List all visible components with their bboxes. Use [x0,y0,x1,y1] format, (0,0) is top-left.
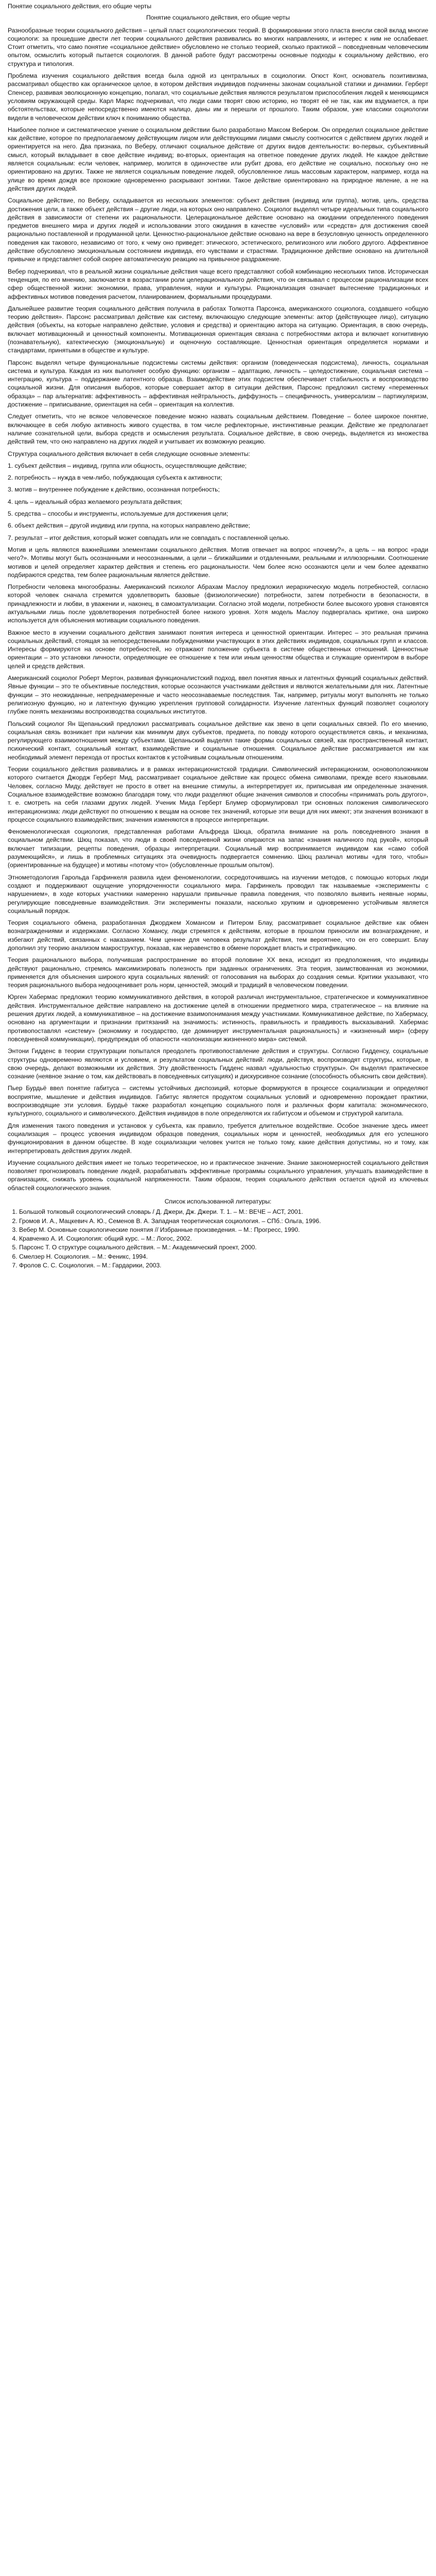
body-paragraph: 5. средства – способы и инструменты, используемые для достижения цели; [8,510,229,518]
body-paragraph: Важное место в изучении социального действия занимают понятия интереса и ценностной ориентации. Интерес – это реальная причина социальных действий, стоящая за непосредственными побуждениями участвующих в этих действиях индивидов, социальных групп и классов. Интересы формируются на основе потребностей, но отражают положение субъекта в системе общественных отношений. Ценностные ориентации – это установки личности, определяющие ее отношение к тем или иным ценностям общества и служащие ориентиром в выборе целей и средств действия. [8,629,428,670]
body-paragraph: 7. результат – итог действия, который может совпадать или не совпадать с поставленной целью. [8,534,290,541]
document-title: Понятие социального действия, его общие черты [146,14,290,22]
bibliography-item: 2. Громов И. А., Мацкевич А. Ю., Семенов В. А. Западная теоретическая социология. – СПб.: Ольга, 1996. [19,1217,428,1225]
body-paragraph: Теория рационального выбора, получившая распространение во второй половине XX века, исходит из предположения, что индивиды действуют рационально, стремясь максимизировать полезность при заданных ограничениях. Эта теория, заимствованная из экономики, применяется для объяснения широкого круга социальных явлений: от голосования на выборах до создания семьи. Критики указывают, что теория рационального выбора недооценивает роль норм, ценностей, эмоций и традиций в человеческом поведении. [8,956,428,989]
body-paragraph: Структура социального действия включает в себя следующие основные элементы: [8,450,250,457]
bibliography-title: Список использованной литературы: [164,1198,272,1205]
body-paragraph: Мотив и цель являются важнейшими элементами социального действия. Мотив отвечает на вопрос «почему?», а цель – на вопрос «ради чего?». Мотивы могут быть осознанными и неосознанными, а цели – ближайшими и отдаленными, реальными и иллюзорными. Соотношение мотивов и целей определяет характер действия и степень его рациональности. Чем более ясно осознаются цели и чем более адекватно подбираются средства, тем более рациональным является действие. [8,546,428,579]
bibliography-item: 3. Вебер М. Основные социологические понятия // Избранные произведения. – М.: Прогресс, 1990. [19,1226,428,1234]
body-paragraph: Вебер подчеркивал, что в реальной жизни социальные действия чаще всего представляют собой комбинацию нескольких типов. Историческая тенденция, по его мнению, заключается в возрастании роли целерационального действия, что он связывал с процессом рационализации всех сфер общественной жизни: экономики, права, управления, науки и культуры. Рационализация означает вытеснение традиционных и аффективных мотивов поведения расчетом, планированием, формальными процедурами. [8,267,428,300]
document-page [0,0,436,1275]
body-paragraph: Феноменологическая социология, представленная работами Альфреда Шюца, обратила внимание на роль повседневного знания в социальном действии. Шюц показал, что люди в своей повседневной жизни опираются на запас «знания наличного под рукой», который включает типизации, рецепты поведения, образцы интерпретации. Социальный мир воспринимается индивидом как «само собой разумеющийся», и лишь в проблемных ситуациях эта очевидность подвергается сомнению. Шюц различал мотивы «для того, чтобы» (ориентированные на будущее) и мотивы «потому что» (обусловленные прошлым опытом). [8,828,428,869]
body-paragraph: Польский социолог Ян Щепаньский предложил рассматривать социальное действие как звено в цепи социальных связей. По его мнению, социальная связь возникает при наличии как минимум двух субъектов, предмета, по поводу которого осуществляется связь, и механизма, регулирующего взаимоотношения между субъектами. Щепаньский выделял такие формы социальных связей, как пространственный контакт, психический контакт, социальный контакт, взаимодействие и социальные отношения. Социальное действие рассматривается им как необходимый элемент перехода от простых контактов к устойчивым социальным отношениям. [8,720,428,761]
body-paragraph: Этнометодология Гарольда Гарфинкеля развила идеи феноменологии, сосредоточившись на изучении методов, с помощью которых люди создают и поддерживают ощущение упорядоченности социального мира. Гарфинкель проводил так называемые «эксперименты с нарушением», в ходе которых участники намеренно нарушали привычные правила поведения, что позволяло выявить неявные нормы, регулирующие повседневные взаимодействия. Эти эксперименты показали, насколько хрупким и одновременно устойчивым является социальный порядок. [8,873,428,914]
document-body [8,26,428,1192]
body-paragraph: Следует отметить, что не всякое человеческое поведение можно назвать социальным действием. Поведение – более широкое понятие, включающее в себя любую активность живого существа, в том числе рефлекторные, инстинктивные реакции. Действие же предполагает наличие сознательной цели, выбора средств и осмысления результата. Социальное действие, в свою очередь, выделяется из множества действий тем, что оно направлено на других людей и учитывает их возможную реакцию. [8,413,428,446]
bibliography-item: 6. Смелзер Н. Социология. – М.: Феникс, 1994. [19,1252,428,1261]
body-paragraph: Дальнейшее развитие теория социального действия получила в работах Толкотта Парсонса, американского социолога, создавшего «общую теорию действия». Парсонс рассматривал действие как систему, включающую следующие элементы: актор (действующее лицо), ситуацию действия (объекты, на которые направлено действие, условия и средства) и ориентацию актора на ситуацию. Ориентация, в свою очередь, включает мотивационный и ценностный компоненты. Мотивационная ориентация связана с потребностями актора и включает когнитивную (познавательную), катектическую (эмоциональную) и оценочную составляющие. Ценностная ориентация определяется нормами и стандартами, принятыми в обществе и культуре. [8,304,428,354]
bibliography-item: 7. Фролов С. С. Социология. – М.: Гардарики, 2003. [19,1261,428,1269]
body-paragraph: Для изменения такого поведения и установок у субъекта, как правило, требуется длительное воздействие. Особое значение здесь имеет социализация – процесс усвоения индивидом образцов поведения, социальных норм и ценностей, необходимых для его успешного функционирования в данном обществе. В ходе социализации человек учится не только тому, какие действия допустимы, но и тому, как интерпретировать действия других людей. [8,1122,428,1155]
body-paragraph: Разнообразные теории социального действия – целый пласт социологических теорий. В формировании этого пласта внесли свой вклад многие социологи: за прошедшие двести лет теории социального действия развивались во многих направлениях, и интерес к ним не ослабевает. Стоит отметить, что само понятие «социальное действие» обусловлено не столько теорией, сколько практикой – повседневным человеческим опытом, осмыслить который пытается социология. В данной работе будут рассмотрены основные подходы к социальному действию, его структура и типология. [8,26,428,67]
body-paragraph: 3. мотив – внутреннее побуждение к действию, осознанная потребность; [8,486,220,494]
top-heading: Понятие социального действия, его общие черты [8,3,152,10]
bibliography-list [8,1208,428,1269]
body-paragraph: 4. цель – идеальный образ желаемого результата действия; [8,498,182,505]
body-paragraph: Социальное действие, по Веберу, складывается из нескольких элементов: субъект действия (индивид или группа), мотив, цель, средства достижения цели, а также объект действия – другие люди, на которых оно направлено. Социолог выделял четыре идеальных типа социального действия в зависимости от степени их рациональности. Целерациональное действие основано на ожидании определенного поведения предметов внешнего мира и других людей и использовании этого ожидания в качестве «условий» или «средств» для достижения своей рационально поставленной и продуманной цели. Ценностно-рациональное действие основано на вере в безусловную ценность определенного поведения как такового, независимо от того, к чему оно приведет: этического, эстетического, религиозного или любого другого. Аффективное действие обусловлено эмоциональным состоянием индивида, его чувствами и страстями. Традиционное действие основано на длительной привычке и представляет собой скорее автоматическую реакцию на привычное раздражение. [8,197,428,263]
body-paragraph: Наиболее полное и систематическое учение о социальном действии было разработано Максом Вебером. Он определил социальное действие как действие, которое по предполагаемому действующим лицом или действующими лицами смыслу соотносится с действием других людей и ориентируется на него. Два признака, по Веберу, отличают социальное действие от других видов деятельности: во-первых, субъективный смысл, который вкладывает в свое действие индивид; во-вторых, ориентация на ответное поведение других людей. Не каждое действие является социальным: если человек, например, молится в одиночестве или рубит дрова, его действие не социально, поскольку оно не ориентировано на других. Также не является социальным поведение людей, обусловленное лишь массовым характером, например, когда на улице во время дождя все прохожие одновременно раскрывают зонтики. Такое действие ориентировано на природное явление, а не на действия других людей. [8,126,428,192]
body-paragraph: 2. потребность – нужда в чем-либо, побуждающая субъекта к активности; [8,474,222,482]
bibliography-item: 5. Парсонс Т. О структуре социального действия. – М.: Академический проект, 2000. [19,1243,428,1251]
body-paragraph: Изучение социального действия имеет не только теоретическое, но и практическое значение. Знание закономерностей социального действия позволяет прогнозировать поведение людей, разрабатывать эффективные программы социального управления, улучшать взаимодействие в организациях, снижать уровень социальной напряженности. Таким образом, теория социального действия остается одной из ключевых областей социологического знания. [8,1159,428,1192]
body-paragraph: 1. субъект действия – индивид, группа или общность, осуществляющие действие; [8,462,247,469]
body-paragraph: Проблема изучения социального действия всегда была одной из центральных в социологии. Огюст Конт, основатель позитивизма, рассматривал общество как органическое целое, в котором действия индивидов подчинены законам социальной статики и динамики. Герберт Спенсер, развивая эволюционную концепцию, полагал, что социальные действия являются результатом приспособления людей к меняющимся условиям окружающей среды. Карл Маркс подчеркивал, что люди сами творят свою историю, но творят её не так, как им вздумается, а при обстоятельствах, которые непосредственно имеются налицо, даны им и перешли от прошлого. Таким образом, уже классики социологии видели в человеческом действии ключ к пониманию общества. [8,72,428,122]
body-paragraph: 6. объект действия – другой индивид или группа, на которых направлено действие; [8,522,250,530]
body-paragraph: Теории социального действия развивались и в рамках интеракционистской традиции. Символический интеракционизм, основоположником которого считается Джордж Герберт Мид, рассматривает социальное действие как процесс обмена символами, прежде всего языковыми. Человек, согласно Миду, действует не просто в ответ на внешние стимулы, а интерпретирует их, приписывая им определенные значения. Социальное взаимодействие возможно благодаря тому, что люди разделяют общие значения символов и способны «принимать роль другого», т. е. смотреть на себя глазами других людей. Ученик Мида Герберт Блумер сформулировал три основных положения символического интеракционизма: люди действуют по отношению к вещам на основе тех значений, которые эти вещи для них имеют; эти значения возникают в процессе социального взаимодействия; значения изменяются в процессе интерпретации. [8,766,428,823]
body-paragraph: Теория социального обмена, разработанная Джорджем Хомансом и Питером Блау, рассматривает социальное действие как обмен вознаграждениями и издержками. Согласно Хомансу, люди стремятся к действиям, которые в прошлом приносили им вознаграждение, и избегают действий, связанных с наказанием. Чем ценнее для человека результат действия, тем вероятнее, что он его совершит. Блау дополнил эту теорию анализом макроструктур, показав, как неравенство в обмене порождает власть и стратификацию. [8,919,428,952]
body-paragraph: Энтони Гидденс в теории структурации попытался преодолеть противопоставление действия и структуры. Согласно Гидденсу, социальные структуры одновременно являются и условием, и результатом социальных действий: люди, действуя, воспроизводят структуры, которые, в свою очередь, делают возможными их действия. Эту двойственность Гидденс назвал «дуальностью структуры». Он выделял практическое сознание (неявное знание о том, как действовать в повседневных ситуациях) и дискурсивное сознание (способность объяснить свои действия). [8,1047,428,1080]
bibliography-item: 4. Кравченко А. И. Социология: общий курс. – М.: Логос, 2002. [19,1234,428,1243]
body-paragraph: Потребности человека многообразны. Американский психолог Абрахам Маслоу предложил иерархическую модель потребностей, согласно которой человек сначала стремится удовлетворить базовые (физиологические) потребности, затем потребности в безопасности, в принадлежности и любви, в уважении и, наконец, в самоактуализации. Согласно этой модели, потребности более высокого уровня становятся актуальными лишь после удовлетворения потребностей более низкого уровня. Хотя модель Маслоу подвергалась критике, она широко используется для объяснения мотивации социального поведения. [8,583,428,624]
body-paragraph: Юрген Хабермас предложил теорию коммуникативного действия, в которой различал инструментальное, стратегическое и коммуникативное действия. Инструментальное действие направлено на достижение целей в отношении предметного мира, стратегическое – на влияние на решения других людей, а коммуникативное – на достижение взаимопонимания между участниками. Коммуникативное действие, по Хабермасу, основано на аргументации и признании притязаний на значимость: истинность, правильность и правдивость высказываний. Хабермас противопоставлял «систему» (экономику и государство, где доминирует инструментальная рациональность) и «жизненный мир» (сферу повседневной коммуникации), предупреждая об опасности «колонизации жизненного мира» системой. [8,993,428,1043]
body-paragraph: Парсонс выделял четыре функциональные подсистемы системы действия: организм (поведенческая подсистема), личность, социальная система и культура. Каждая из них выполняет особую функцию: организм – адаптацию, личность – целедостижение, социальная система – интеграцию, культура – поддержание латентного образца. Взаимодействие этих подсистем обеспечивает стабильность и воспроизводство социальной жизни. Для описания выборов, которые совершает актор в ситуации действия, Парсонс предложил систему «переменных образца» – пар альтернатив: аффективность – аффективная нейтральность, диффузность – специфичность, универсализм – партикуляризм, достижение – приписывание, ориентация на себя – ориентация на коллектив. [8,359,428,409]
body-paragraph: Пьер Бурдьё ввел понятие габитуса – системы устойчивых диспозиций, которые формируются в процессе социализации и определяют восприятие, мышление и действия индивидов. Габитус является продуктом социальных условий и одновременно порождает практики, воспроизводящие эти условия. Бурдьё также разработал концепцию социального поля и различных форм капитала: экономического, культурного, социального и символического. Действия индивидов в поле определяются их габитусом и объемом и структурой капитала. [8,1084,428,1117]
body-paragraph: Американский социолог Роберт Мертон, развивая функционалистский подход, ввел понятия явных и латентных функций социальных действий. Явные функции – это те объективные последствия, которые осознаются участниками действия и являются желательными для них. Латентные функции – это неожиданные, непреднамеренные и часто неосознаваемые последствия. Так, например, ритуалы могут выполнять не только религиозную функцию, но и латентную функцию укрепления групповой солидарности. Изучение латентных функций позволяет социологу глубже понять механизмы воспроизводства социальных институтов. [8,674,428,716]
bibliography-item: 1. Большой толковый социологический словарь / Д. Джери, Дж. Джери. Т. 1. – М.: ВЕЧЕ – АСТ, 2001. [19,1208,428,1216]
